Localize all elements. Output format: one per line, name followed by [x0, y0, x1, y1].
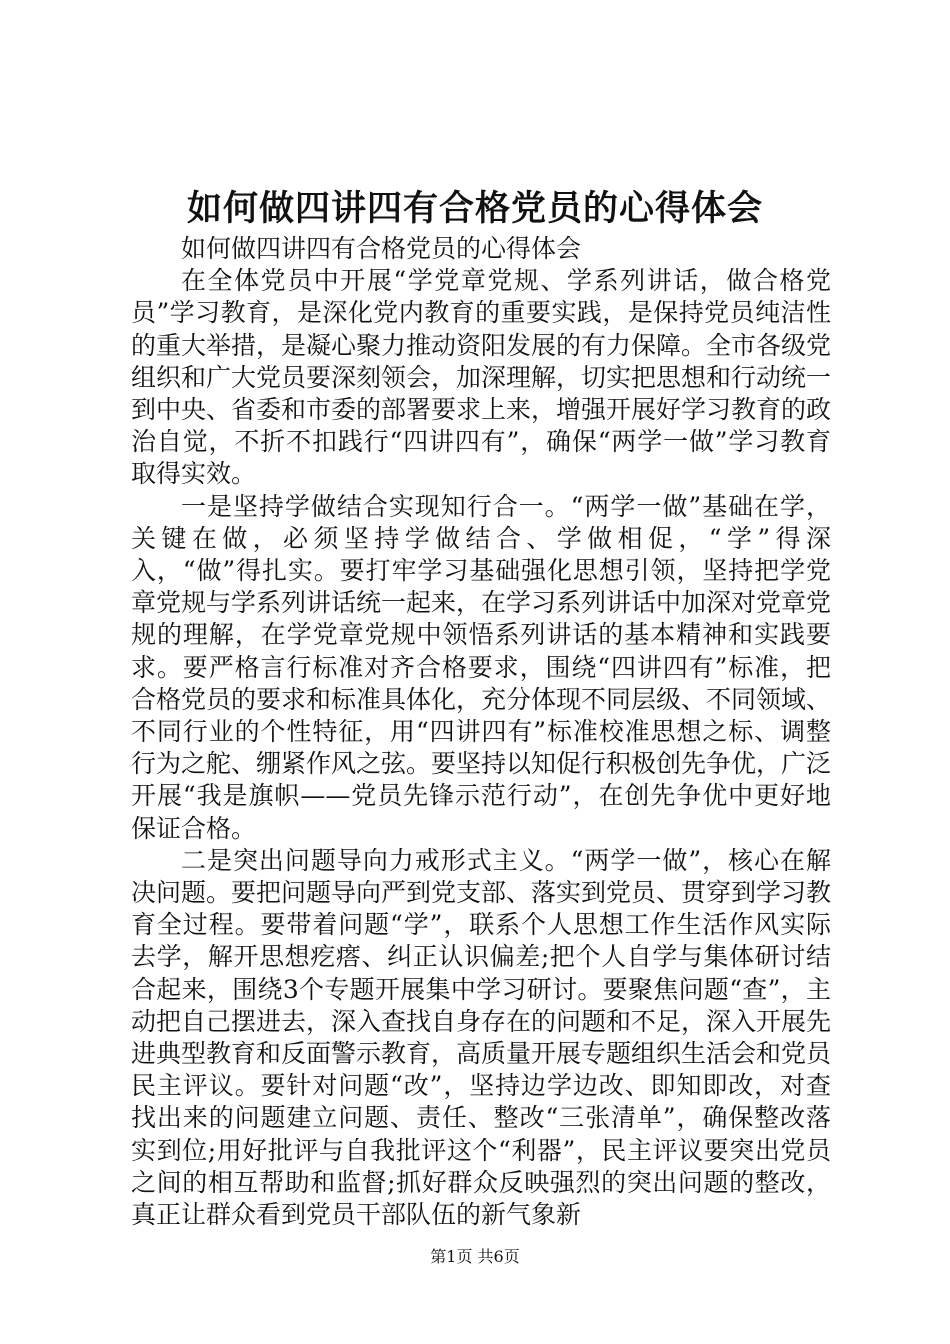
paragraph-point-one: 一是坚持学做结合实现知行合一。“两学一做”基础在学，关键在做，必须坚持学做结合、学做相促，“学”得深入，“做”得扎实。要打牢学习基础强化思想引领，坚持把学党章党规与学系列讲话统一起来，在学习系列讲话中加深对党章党规的理解，在学党章党规中领悟系列讲话的基本精神和实践要求。要严格言行标准对齐合格要求，围绕“四讲四有”标准，把合格党员的要求和标准具体化，充分体现不同层级、不同领域、不同行业的个性特征，用“四讲四有”标准校准思想之标、调整行为之舵、绷紧作风之弦。要坚持以知促行积极创先争优，广泛开展“我是旗帜——党员先锋示范行动”，在创先争优中更好地保证合格。: [131, 491, 832, 843]
paragraph-subtitle: 如何做四讲四有合格党员的心得体会: [181, 234, 582, 263]
paragraph-intro: 在全体党员中开展“学党章党规、学系列讲话，做合格党员”学习教育，是深化党内教育的重要实践，是保持党员纯洁性的重大举措，是凝心聚力推动资阳发展的有力保障。全市各级党组织和广大党员要深刻领会，加深理解，切实把思想和行动统一到中央、省委和市委的部署要求上来，增强开展好学习教育的政治自觉，不折不扣践行“四讲四有”，确保“两学一做”学习教育取得实效。: [131, 266, 832, 489]
paragraph-point-two: 二是突出问题导向力戒形式主义。“两学一做”，核心在解决问题。要把问题导向严到党支部、落实到党员、贯穿到学习教育全过程。要带着问题“学”，联系个人思想工作生活作风实际去学，解开思想疙瘩、纠正认识偏差;把个人自学与集体研讨结合起来，围绕3个专题开展集中学习研讨。要聚焦问题“查”，主动把自己摆进去，深入查找自身存在的问题和不足，深入开展先进典型教育和反面警示教育，高质量开展专题组织生活会和党员民主评议。要针对问题“改”，坚持边学边改、即知即改，对查找出来的问题建立问题、责任、整改“三张清单”，确保整改落实到位;用好批评与自我批评这个“利器”，民主评议要突出党员之间的相互帮助和监督;抓好群众反映强烈的突出问题的整改，真正让群众看到党员干部队伍的新气象新: [131, 845, 832, 1230]
page-title: 如何做四讲四有合格党员的心得体会: [186, 188, 763, 229]
document-body: [131, 233, 831, 1231]
page-number-footer: 第1页 共6页: [430, 1247, 520, 1266]
